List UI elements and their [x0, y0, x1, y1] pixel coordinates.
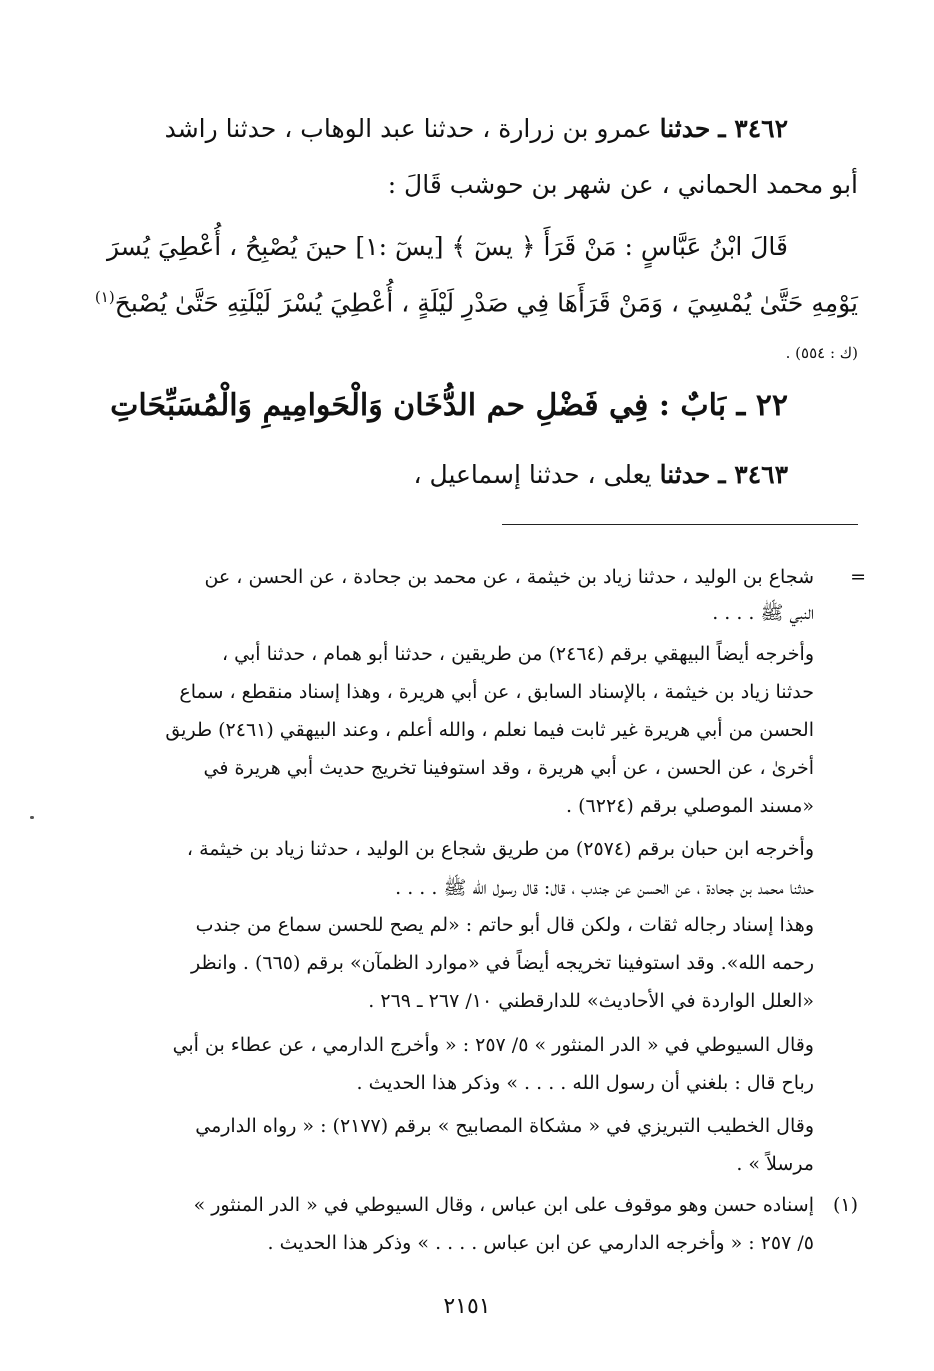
footnote-line: شجاع بن الوليد ، حدثنا زياد بن خيثمة ، عن محمد بن جحادة ، عن الحسن ، عن: [204, 566, 814, 588]
hadith-number: ٣٤٦٢ ـ: [718, 114, 788, 143]
page-number: ٢١٥١: [443, 1294, 491, 1319]
footnote-separator: [502, 524, 858, 525]
footnote-line: النبي ﷺ . . . .: [712, 602, 814, 624]
hadith-number: ٣٤٦٣ ـ: [718, 460, 788, 489]
footnote-line: «العلل الواردة في الأحاديث» للدارقطني ١٠/ ٢٦٧ ـ ٢٦٩ .: [368, 990, 814, 1012]
footnote-line: وأخرجه ابن حبان برقم (٢٥٧٤) من طريق شجاع بن الوليد ، حدثنا زياد بن خيثمة ،: [186, 838, 814, 860]
footnote-line: رحمه الله». وقد استوفينا تخريجه أيضاً في «موارد الظمآن» برقم (٦٦٥) . وانظر: [191, 952, 814, 974]
footnote-line: وقال الخطيب التبريزي في « مشكاة المصابيح » برقم (٢١٧٧) : « رواه الدارمي: [195, 1115, 814, 1137]
footnote-line: حدثنا محمد بن جحادة ، عن الحسن عن جندب ، قال: قال رسول الله ﷺ . . . .: [395, 877, 814, 899]
footnote-line: وأخرجه أيضاً البيهقي برقم (٢٤٦٤) من طريقين ، حدثنا أبو همام ، حدثنا أبي ،: [221, 643, 814, 665]
isnad-text: يعلى ، حدثنا إسماعيل ،: [413, 460, 652, 489]
matn-text: يَوْمِهِ حَتَّىٰ يُمْسِيَ ، وَمَنْ قَرَأَهَا فِي صَدْرِ لَيْلَةٍ ، أُعْطِيَ يُسْرَ لَيْلَتِهِ حَتَّىٰ يُصْبحَ: [114, 288, 858, 318]
isnad-text: عمرو بن زرارة ، حدثنا عبد الوهاب ، حدثنا راشد: [164, 114, 652, 143]
footnote-line: «مسند الموصلي برقم (٦٢٢٤) .: [566, 795, 814, 817]
footnote-line: رباح قال : بلغني أن رسول الله . . . . » وذكر هذا الحديث .: [356, 1072, 814, 1094]
footnote-line: أخرىٰ ، عن الحسن ، عن أبي هريرة ، وقد استوفينا تخريج حديث أبي هريرة في: [203, 757, 814, 779]
hadith-3462-matn-line1: قَالَ ابْنُ عَبَّاسٍ : مَنْ قَرَأَ ﴿ يسٓ ﴾ [يسٓ :١] حينَ يُصْبِحُ ، أُعْطِيَ يُسرَ: [106, 232, 788, 261]
footnote-marker: (١): [94, 288, 115, 306]
hadith-3462-matn-line2: [95, 288, 858, 317]
chapter-heading: ٢٢ ـ بَابٌ : فِي فَضْلِ حم الدُّخَان وَالْحَوامِيمِ وَالْمُسَبِّحَاتِ: [110, 388, 788, 423]
footnote-line: مرسلاً » .: [736, 1153, 814, 1175]
footnote-line: وقال السيوطي في « الدر المنثور » ٥/ ٢٥٧ : « وأخرج الدارمي ، عن عطاء بن أبي: [172, 1034, 814, 1056]
footnote-1-line: ٥/ ٢٥٧ : « وأخرجه الدارمي عن ابن عباس . . . . » وذكر هذا الحديث .: [267, 1232, 814, 1254]
footnote-1-line: إسناده حسن وهو موقوف على ابن عباس ، وقال السيوطي في « الدر المنثور »: [193, 1194, 814, 1216]
hadith-3462-reference: (ك : ٥٥٤) .: [785, 344, 858, 362]
footnote-1-marker: (١): [832, 1194, 858, 1216]
hadith-3462-isnad-line2: أبو محمد الحماني ، عن شهر بن حوشب قَالَ :: [387, 170, 858, 199]
footnote-line: وهذا إسناد رجاله ثقات ، ولكن قال أبو حاتم : «لم يصح للحسن سماع من جندب: [195, 914, 814, 936]
footnote-line: حدثنا زياد بن خيثمة ، بالإسناد السابق ، عن أبي هريرة ، وهذا إسناد منقطع ، سماع: [179, 681, 814, 703]
hadith-3462-isnad-line1: [165, 114, 788, 143]
isnad-opening: حدثنا: [659, 114, 711, 143]
isnad-opening: حدثنا: [659, 460, 711, 489]
hadith-3463: [414, 460, 788, 489]
continuation-marker: =: [850, 566, 866, 588]
footnote-line: الحسن من أبي هريرة غير ثابت فيما نعلم ، والله أعلم ، وعند البيهقي (٢٤٦١) طريق: [165, 719, 814, 741]
scan-speck: [30, 816, 34, 819]
